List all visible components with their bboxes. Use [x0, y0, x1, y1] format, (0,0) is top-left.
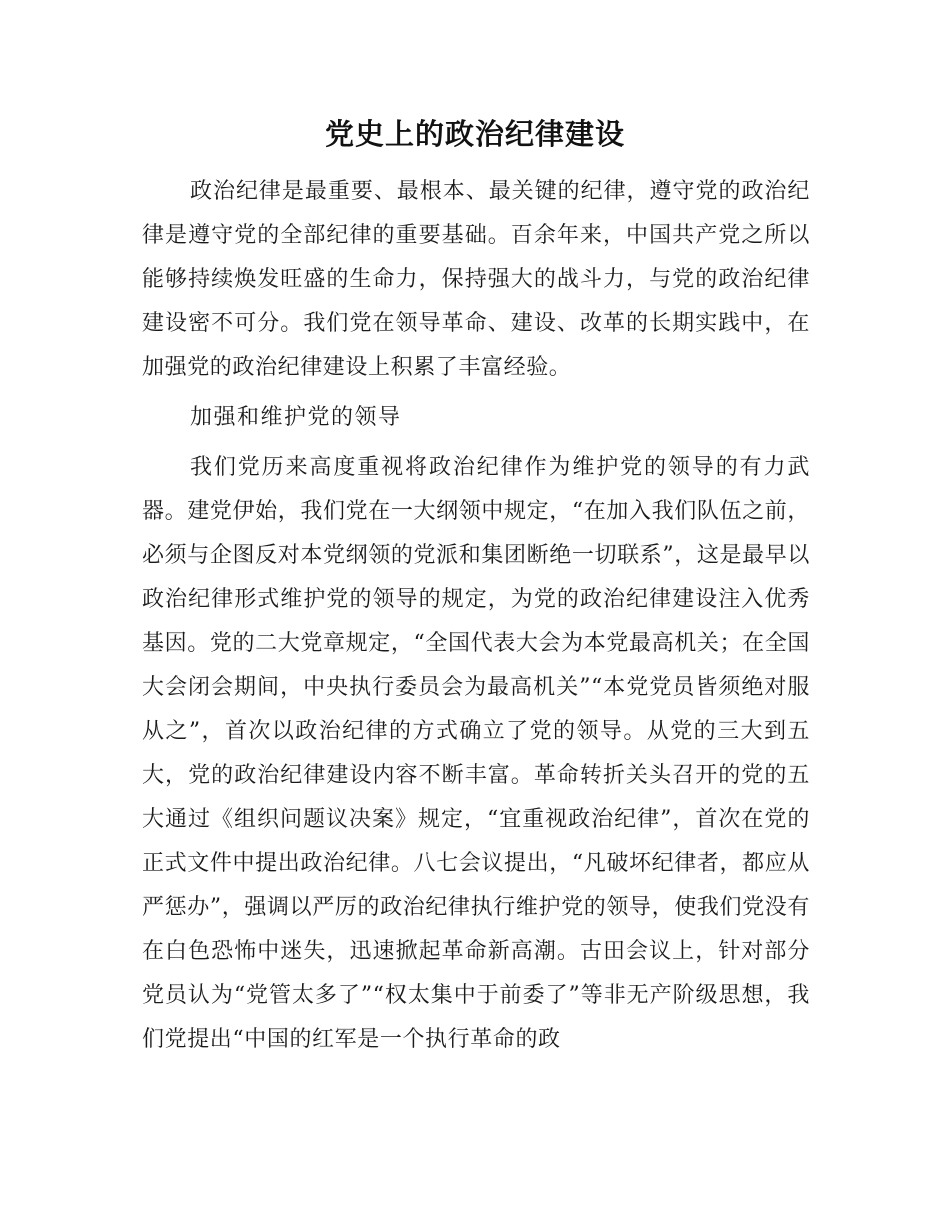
intro-paragraph: 政治纪律是最重要、最根本、最关键的纪律，遵守党的政治纪律是遵守党的全部纪律的重要基础。百余年来，中国共产党之所以能够持续焕发旺盛的生命力，保持强大的战斗力，与党的政治纪律建设密不可分。我们党在领导革命、建设、改革的长期实践中，在加强党的政治纪律建设上积累了丰富经验。	[142, 179, 810, 380]
section-heading: 加强和维护党的领导	[190, 405, 402, 430]
section-paragraph: 我们党历来高度重视将政治纪律作为维护党的领导的有力武器。建党伊始，我们党在一大纲领中规定，“在加入我们队伍之前，必须与企图反对本党纲领的党派和集团断绝一切联系”，这是最早以政治纪律形式维护党的领导的规定，为党的政治纪律建设注入优秀基因。党的二大党章规定，“全国代表大会为本党最高机关；在全国大会闭会期间，中央执行委员会为最高机关”“本党党员皆须绝对服从之”，首次以政治纪律的方式确立了党的领导。从党的三大到五大，党的政治纪律建设内容不断丰富。革命转折关头召开的党的五大通过《组织问题议决案》规定，“宜重视政治纪律”，首次在党的正式文件中提出政治纪律。八七会议提出，“凡破坏纪律者，都应从严惩办”，强调以严厉的政治纪律执行维护党的领导，使我们党没有在白色恐怖中迷失，迅速掀起革命新高潮。古田会议上，针对部分党员认为“党管太多了”“权太集中于前委了”等非无产阶级思想，我们党提出“中国的红军是一个执行革命的政	[142, 455, 810, 1052]
document-body	[142, 170, 810, 1068]
document-title: 党史上的政治纪律建设	[324, 117, 625, 151]
